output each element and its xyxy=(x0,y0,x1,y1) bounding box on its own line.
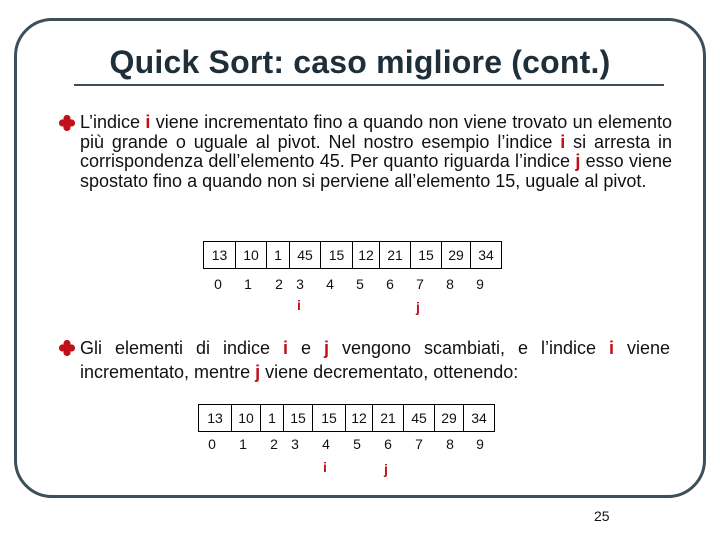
array-cell: 1 xyxy=(261,405,284,432)
index-label: 6 xyxy=(386,276,394,292)
index-label: 3 xyxy=(296,276,304,292)
index-label: 9 xyxy=(476,436,484,452)
array-cell: 21 xyxy=(373,405,404,432)
index-label: 1 xyxy=(239,436,247,452)
array-cell: 10 xyxy=(236,242,267,269)
index-j-label: j xyxy=(575,151,581,171)
array-cell: 12 xyxy=(346,405,373,432)
index-label: 6 xyxy=(384,436,392,452)
index-label: 7 xyxy=(416,276,424,292)
index-label: 0 xyxy=(208,436,216,452)
array-cell: 34 xyxy=(471,242,502,269)
index-j-label: j xyxy=(323,338,329,358)
index-label: 8 xyxy=(446,436,454,452)
index-label: 0 xyxy=(214,276,222,292)
array-cell: 45 xyxy=(404,405,435,432)
index-i-label: i xyxy=(560,131,566,152)
index-i-label: i xyxy=(282,338,288,358)
index-i-label: i xyxy=(608,338,614,358)
index-label: 7 xyxy=(415,436,423,452)
pointer-i: i xyxy=(297,297,301,313)
array-cell: 13 xyxy=(204,242,236,269)
index-i-label: i xyxy=(145,112,151,132)
array-cell: 15 xyxy=(313,405,346,432)
array-cell: 15 xyxy=(411,242,442,269)
pointer-j: j xyxy=(416,299,420,315)
page-number: 25 xyxy=(594,508,610,524)
index-label: 2 xyxy=(275,276,283,292)
pointer-j: j xyxy=(384,461,388,477)
array-2 xyxy=(198,404,495,432)
index-j-label: j xyxy=(255,362,261,382)
array-cell: 10 xyxy=(232,405,261,432)
index-label: 5 xyxy=(353,436,361,452)
array-cell: 45 xyxy=(290,242,321,269)
array-cell: 29 xyxy=(435,405,464,432)
bullet-2-text: Gli elementi di indice i e j vengono scambiati, e l’indice i viene incrementato, mentre j viene decrementato, ottenendo: xyxy=(80,338,670,382)
array-cell: 34 xyxy=(464,405,495,432)
array-cell: 12 xyxy=(353,242,380,269)
index-label: 4 xyxy=(326,276,334,292)
diamond-bullet-icon xyxy=(58,339,76,357)
array-cell: 21 xyxy=(380,242,411,269)
array-1 xyxy=(203,241,502,269)
index-label: 1 xyxy=(244,276,252,292)
index-label: 4 xyxy=(322,436,330,452)
array-cell: 15 xyxy=(321,242,353,269)
array-cell: 15 xyxy=(284,405,313,432)
index-label: 9 xyxy=(476,276,484,292)
array-cell: 1 xyxy=(267,242,290,269)
pointer-i: i xyxy=(323,459,327,475)
title-underline xyxy=(74,84,664,86)
diamond-bullet-icon xyxy=(58,114,76,132)
index-label: 3 xyxy=(291,436,299,452)
slide-title: Quick Sort: caso migliore (cont.) xyxy=(109,44,611,80)
index-label: 2 xyxy=(270,436,278,452)
index-label: 5 xyxy=(356,276,364,292)
array-cell: 13 xyxy=(199,405,232,432)
bullet-1-text: L’indice i viene incrementato fino a quando non viene trovato un elemento più grande o uguale al pivot. Nel nostro esempio l’indice i si arresta in corrispondenza dell’elemento 45. Per quanto riguarda l’indice j esso viene spostato fino a quando non si perviene all’elemento 15, uguale al pivot. xyxy=(80,112,672,191)
array-cell: 29 xyxy=(442,242,471,269)
index-label: 8 xyxy=(446,276,454,292)
